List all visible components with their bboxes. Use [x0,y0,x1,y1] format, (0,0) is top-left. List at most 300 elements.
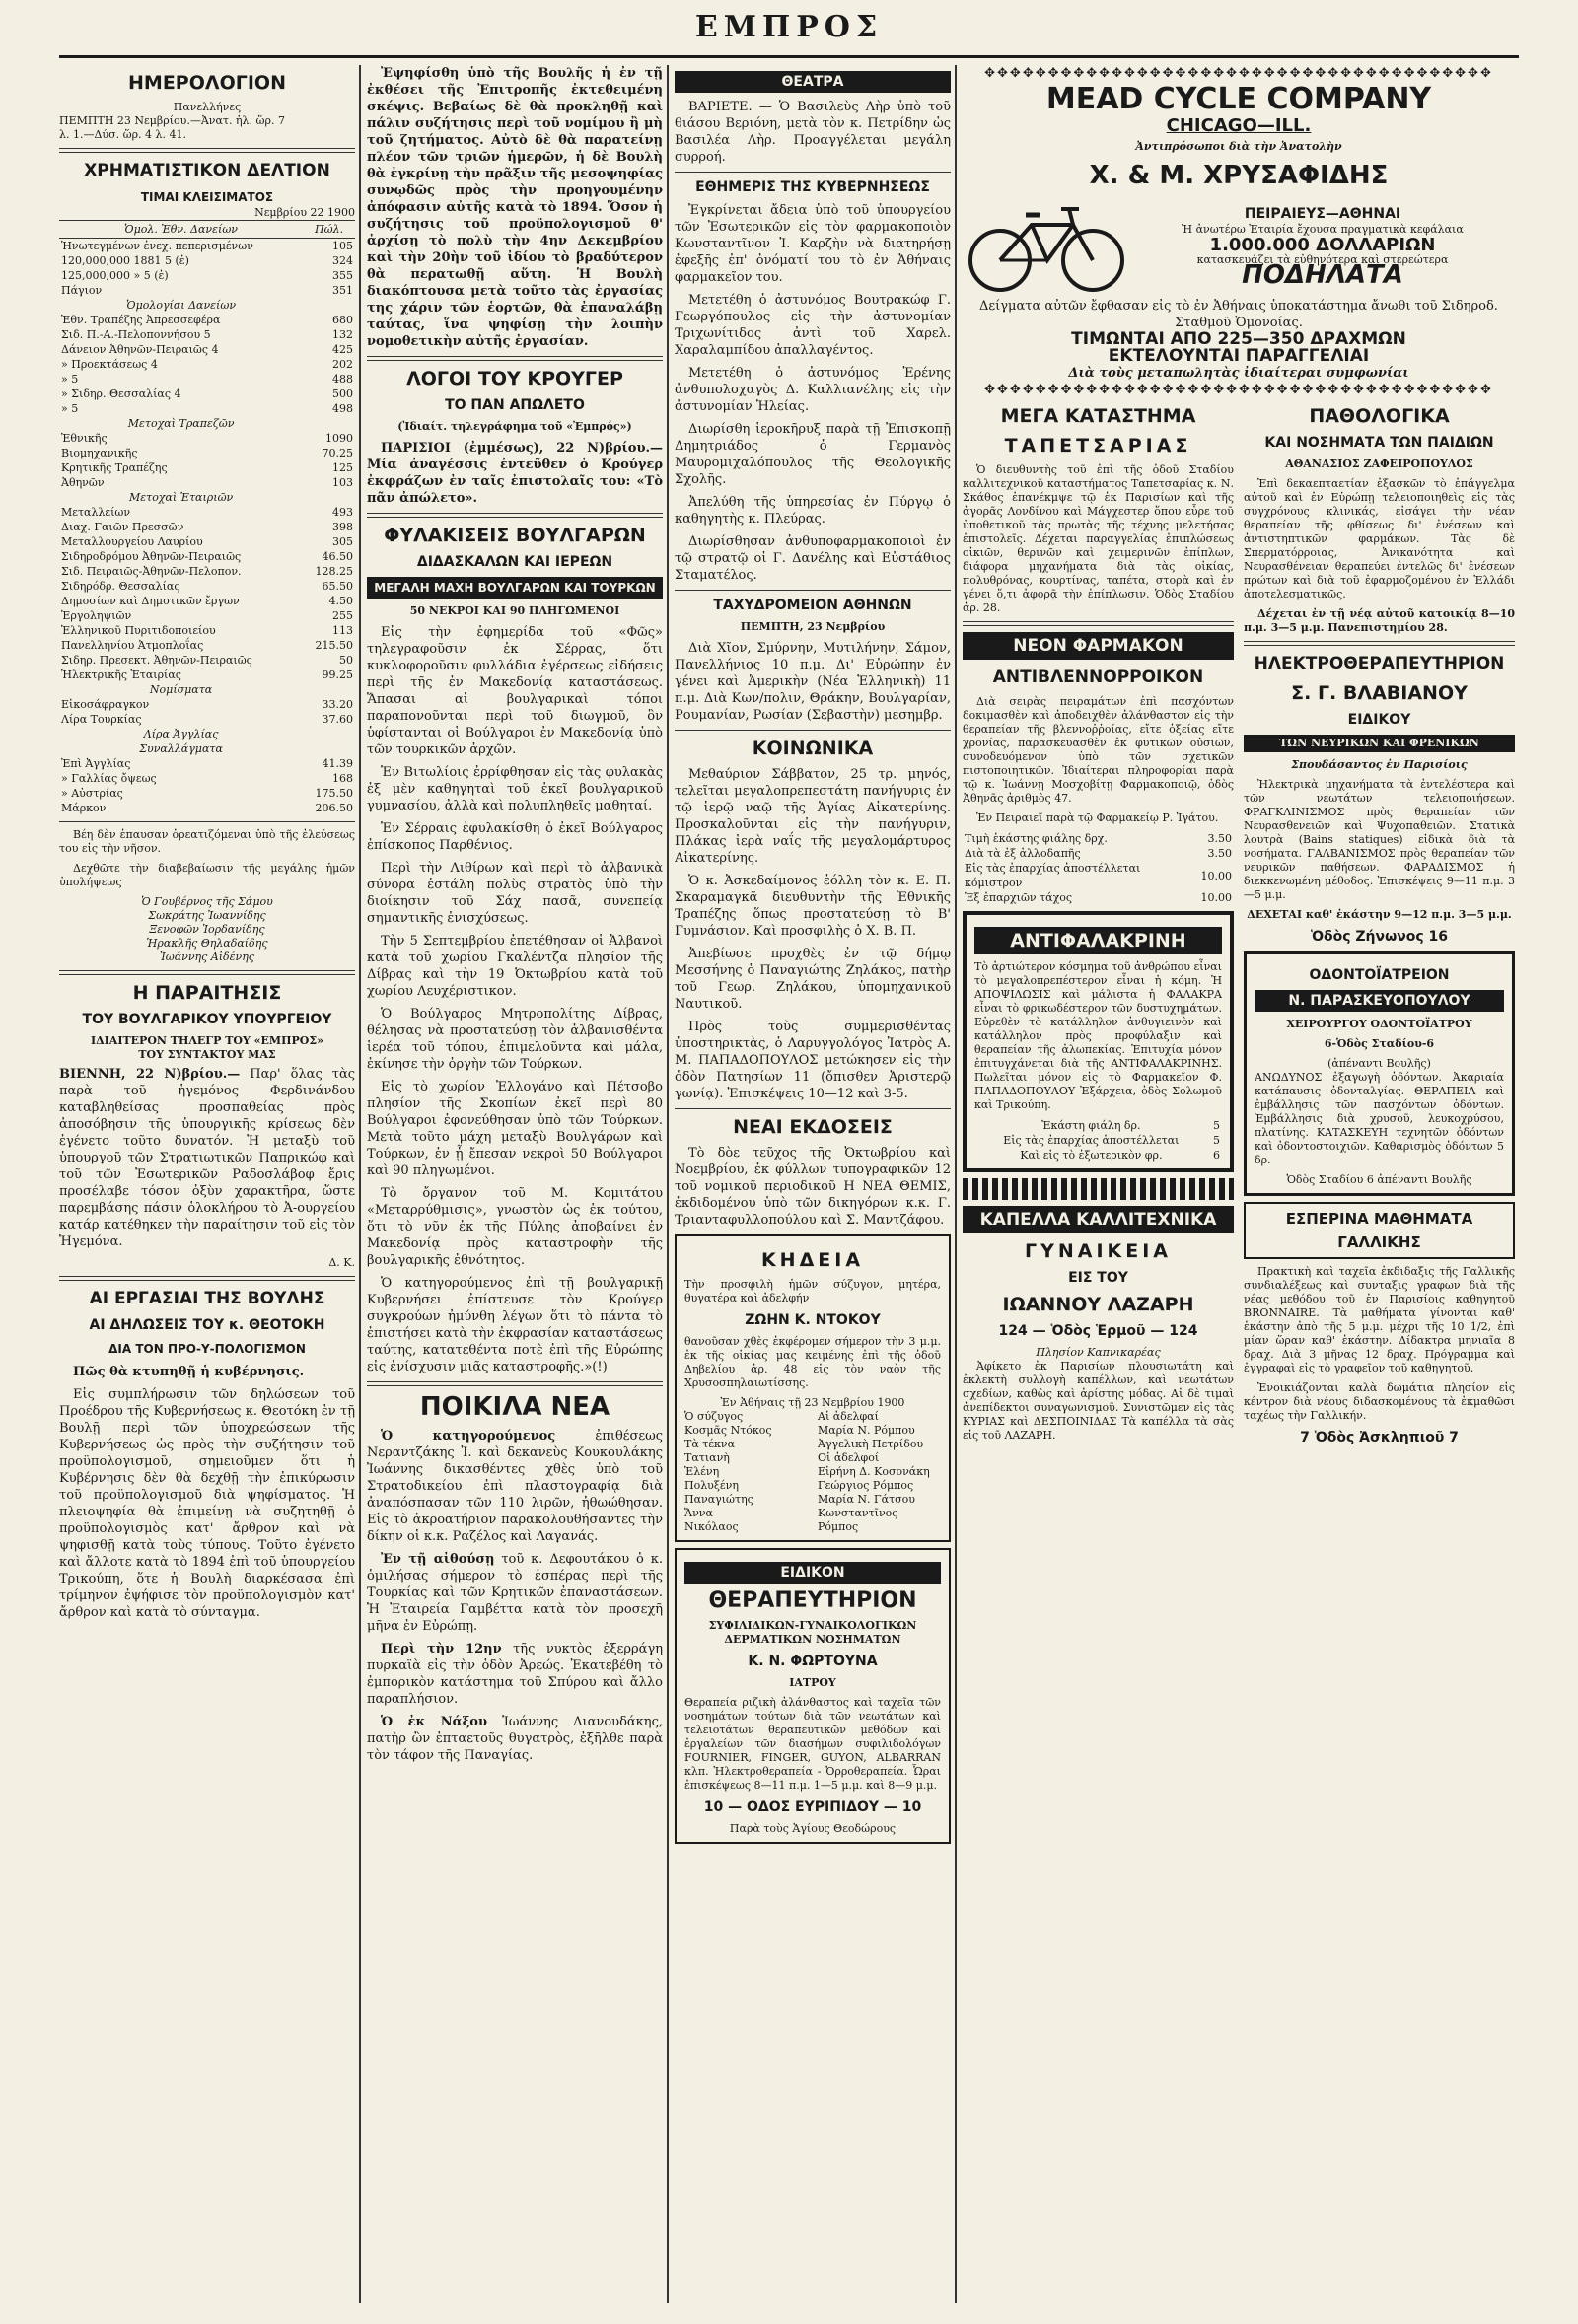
rates-label: Συναλλάγματα [139,742,223,755]
column-divider [955,65,957,2303]
calendar-line: Πανελλήνες [173,101,242,113]
pathology-title-2: ΚΑΙ ΝΟΣΗΜΑΤΑ ΤΩΝ ΠΑΙΔΙΩΝ [1264,435,1494,451]
rates-row [59,579,355,594]
rates-value: 425 [332,343,353,356]
kruger-title: ΛΟΓΟΙ ΤΟΥ ΚΡΟΥΓΕΡ [406,368,623,389]
ornament-border: ✥✥✥✥✥✥✥✥✥✥✥✥✥✥✥✥✥✥✥✥✥✥✥✥✥✥✥✥✥✥✥✥✥✥✥✥✥✥✥✥ [984,383,1493,397]
resign-dateline: ΒΙΕΝΝΗ, 22 Ν)βρίου.— [59,1067,241,1082]
price-value: 6 [1213,1149,1220,1162]
rates-row [59,253,355,268]
resign-sub-2: ΤΟΥ ΣΥΝΤΑΚΤΟΥ ΜΑΣ [138,1048,276,1061]
rates-table [59,220,355,815]
rates-value: 255 [332,609,353,622]
pharmacy-prices [963,831,1234,905]
mourner: Πολυξένη [684,1479,739,1492]
rates-value: 65.50 [322,580,353,593]
mead-title: MEAD CYCLE COMPANY [1045,82,1432,116]
ornament-border: ✥✥✥✥✥✥✥✥✥✥✥✥✥✥✥✥✥✥✥✥✥✥✥✥✥✥✥✥✥✥✥✥✥✥✥✥✥✥✥✥ [984,66,1493,81]
rates-header-price: Πώλ. [303,221,355,239]
resign-body: Παρ' ὅλας τὰς παρὰ τοῦ ἡγεμόνος Φερδινάνδου καταβληθείσας προσπαθείας πρὸς ἀποσόβησιν τῆς ὑπουργικῆς κρίσεως δὲν ἐγένετο τοῦτο δυνατόν. Ἡ μεταξὺ τοῦ ὑπουργοῦ τῶν Στρατιωτικῶν Παπρικώφ καὶ τοῦ τῶν Ἐσωτερικῶν Ραδοσλάβοφ ἔρις προσέλαβε τόσον ὀξὺν χαρακτῆρα, ὥστε παρεμβάσης πάσιν ὁλοκλήρου τὸ Ἀ-ουργείου κατάρ κατέθηκεν τὴν παραίτησιν τοῦ εἰς τὸν Ἡγεμόνα. [59,1067,355,1249]
rates-value: 70.25 [322,447,353,459]
rates-value: 37.60 [322,713,353,726]
column-divider [667,65,669,2303]
rates-row [59,342,355,357]
rates-row [59,327,355,342]
bicycle-icon [963,195,1130,294]
kruger-sub-2: (Ἰδιαίτ. τηλεγράφημα τοῦ «Ἐμπρός») [397,420,632,433]
mead-agent: Χ. & Μ. ΧΡΥΣΑΦΙΔΗΣ [1089,161,1389,190]
divider [675,730,951,731]
clinic-doctor: Κ. Ν. ΦΩΡΤΟΥΝΑ [748,1654,878,1669]
resign-signature: Δ. Κ. [328,1256,355,1269]
rates-section-row [59,416,355,431]
rates-value: 355 [332,269,353,282]
divider [59,821,355,822]
hats-shop: ΙΩΑΝΝΟΥ ΛΑΖΑΡΗ [1002,1294,1194,1315]
rates-value [303,416,355,431]
parliament-title: ΑΙ ΕΡΓΑΣΙΑΙ ΤΗΣ ΒΟΥΛΗΣ [89,1289,325,1308]
price-row [963,831,1234,846]
rates-label: » 5 [61,373,79,386]
rates-label: » Προεκτάσεως 4 [61,358,158,371]
resign-title: Η ΠΑΡΑΙΤΗΣΙΣ [132,982,282,1004]
mourner: Κοσμᾶς Ντόκος [684,1424,772,1437]
price-row [974,1118,1222,1133]
bulgar-title-4: 50 ΝΕΚΡΟΙ ΚΑΙ 90 ΠΛΗΓΩΜΕΝΟΙ [409,604,620,617]
rates-label: » 5 [61,402,79,415]
rates-value: 680 [332,314,353,326]
bulgar-title-2: ΔΙΔΑΣΚΑΛΩΝ ΚΑΙ ΙΕΡΕΩΝ [416,554,613,570]
funeral-body: θανοῦσαν χθὲς ἐκφέρομεν σήμερον τὴν 3 μ.μ. ἐκ τῆς οἰκίας μας κειμένης ἐπὶ τῆς ὁδοῦ Δηβελίου ἀρ. 48 εἰς τὸν ναὸν τῆς Χρυσοσπηλαιωτίσσης. [684,1335,941,1389]
gov-item: Διωρίσθησαν ἀνθυποφαρμακοποιοὶ ἐν τῷ στρατῷ οἱ Γ. Δανέλης καὶ Εὐστάθιος Σταματέλος. [675,534,951,583]
hats-title: ΚΑΠΕΛΛΑ ΚΑΛΛΙΤΕΧΝΙΚΑ [963,1206,1234,1233]
social-para: Ἀπεβίωσε προχθὲς ἐν τῷ δήμῳ Μεσσήνης ὁ Παναγιώτης Ζηλάκος, πατὴρ τοῦ Γεωρ. Ζηλάκου, ὑπομηχανικοῦ Ναυτικοῦ. [675,947,951,1012]
wallpaper-title: ΜΕΓΑ ΚΑΤΑΣΤΗΜΑ [1000,405,1196,427]
rates-label: Λίρα Ἀγγλίας [143,728,219,740]
column-1 [59,65,355,2303]
rates-row [59,756,355,771]
rates-value: 33.20 [322,698,353,711]
price-row [963,890,1234,905]
hats-title-2: ΓΥΝΑΙΚΕΙΑ [1024,1240,1173,1262]
mead-capital: 1.000.000 ΔΟΛΛΑΡΙΩΝ [1209,234,1436,255]
dentist-body: ΑΝΩΔΥΝΟΣ ἐξαγωγὴ ὀδόντων. Ἀκαριαία κατάπαυσις ὀδονταλγίας. ΘΕΡΑΠΕΙΑ καὶ ἐμβάλλησις τῶν πασχόντων ὀδόντων. Ἐμβάλλησις διὰ χρυσοῦ, λευκοχρύσου, πλατίνης. ΚΑΤΑΣΚΕΥΗ τεχνητῶν ὀδόντων καὶ ὀδοντοστοιχιῶν. Καθαρισμὸς ὀδόντων 5 δρ. [1255,1071,1504,1166]
rates-row [59,801,355,815]
mourners-left [684,1410,808,1534]
price-value: 5 [1213,1134,1220,1147]
rates-row [59,268,355,283]
rates-value: 1090 [325,432,353,445]
ornament-stripe [963,1178,1234,1200]
divider [367,513,663,518]
mourner: Τατιανὴ [684,1451,730,1464]
divider [1244,641,1515,646]
mead-samples: Δείγματα αὐτῶν ἔφθασαν εἰς τὸ ἐν Ἀθήναις ὑποκατάστημα ἄνωθι τοῦ Σιδηροδ. Σταθμοῦ Ὁμονοίας. [979,299,1498,330]
rates-label: » Αὐστρίας [61,787,123,800]
rates-label: Σιδ. Π.-Α.-Πελοποννήσου 5 [61,328,211,341]
antifalakrini-ad [963,911,1234,1172]
price-label: Εἰς τὰς ἐπαρχίας ἀποστέλλεται [1003,1134,1180,1147]
post-body: Διὰ Χῖον, Σμύρνην, Μυτιλήνην, Σάμον, Πανελλήνιος 10 π.μ. Δι' Εὐρώπην ἐν γένει καὶ Ἀμερικὴν (Νέα Ἑλληνικὴ) 11 π.μ. Διὰ Κων/πολιν, Θράκην, Βουλγαρίαν, Ρουμανίαν, Ρωσίαν (Σεβαστὴν) μεσημβρ. [675,641,951,723]
theatre-title: ΘΕΑΤΡΑ [675,71,951,93]
funeral-date: Ἐν Ἀθήναις τῇ 23 Νεμβρίου 1900 [720,1396,905,1409]
funeral-name: ΖΩΗΝ Κ. ΝΤΟΚΟΥ [745,1312,881,1328]
rates-value: 305 [332,535,353,548]
mead-capital-block [1130,205,1515,290]
clinic-address: 10 — ΟΔΟΣ ΕΥΡΙΠΙΔΟΥ — 10 [703,1799,922,1815]
rates-label: » Γαλλίας ὄψεως [61,772,157,785]
rates-row [59,460,355,475]
finance-date: Νεμβρίου 22 1900 [254,206,355,219]
gov-item: Μετετέθη ὁ ἀστυνόμος Ἐρένης ἀνθυπολοχαγὸς Δ. Καλλιανέλης εἰς τὴν ἀστυνομίαν Ἠλείας. [675,366,951,414]
rates-row [59,771,355,786]
rates-value: 125 [332,461,353,474]
clinic-role: ΙΑΤΡΟΥ [789,1676,836,1689]
dentist-title: ΟΔΟΝΤΟΪΑΤΡΕΙΟΝ [1309,967,1450,983]
mourner: Μαρία Ν. Ρόμπου [818,1424,915,1437]
rates-row [59,387,355,401]
calendar-line: ΠΕΜΠΤΗ 23 Νεμβρίου.—Ἀνατ. ἡλ. ὥρ. 7 [59,114,285,127]
mourner: Ἄννα [684,1507,713,1519]
rates-header-name: Ὁμολ. Ἐθν. Δανείων [59,221,303,239]
rates-label: Εἰκοσάφραγκον [61,698,150,711]
rates-value [303,490,355,505]
mead-capital-lead: Ἡ ἀνωτέρω Ἑταιρία ἔχουσα πραγματικὰ κεφάλαια [1182,222,1464,236]
price-value: 3.50 [1207,847,1232,860]
masthead [0,0,1578,61]
masthead-rule [59,55,1519,58]
rates-value [303,298,355,313]
french-address: 7 Ὁδὸς Ἀσκληπιοῦ 7 [1300,1430,1459,1445]
rates-row [59,623,355,638]
rates-label: Ἐργοληψιῶν [61,609,132,622]
rates-row [59,653,355,668]
funeral-notice [675,1234,951,1542]
rates-label: Ἠλεκτρικῆς Ἑταιρίας [61,669,181,681]
rates-value [303,682,355,697]
rates-value: 168 [332,772,353,785]
electro-extra: ΔΕΧΕΤΑΙ καθ' ἑκάστην 9—12 π.μ. 3—5 μ.μ. [1247,908,1512,921]
poikila-lead: Ἐν τῇ αἰθούσῃ [381,1552,495,1567]
electro-sub: ΤΩΝ ΝΕΥΡΙΚΩΝ ΚΑΙ ΦΡΕΝΙΚΩΝ [1244,735,1515,752]
rates-row [59,283,355,298]
gov-gazette-title: ΕΘΗΜΕΡΙΣ ΤΗΣ ΚΥΒΕΡΝΗΣΕΩΣ [695,179,930,195]
dentist-address-2: Ὁδὸς Σταδίου 6 ἀπέναντι Βουλῆς [1286,1173,1472,1186]
mourner: Τὰ τέκνα [684,1438,736,1450]
mead-make: κατασκευάζει τὰ εὐθηνότερα καὶ στερεώτερα [1196,252,1449,266]
price-row [974,1148,1222,1162]
parliament-body: Εἰς συμπλήρωσιν τῶν δηλώσεων τοῦ Προέδρου τῆς Κυβερνήσεως κ. Θεοτόκη ἐν τῇ Βουλῇ περὶ τῶν ὑποχρεώσεων τῆς Κυβερνήσεως ὡς πρὸς τὴν συζήτησιν τοῦ προϋπολογισμοῦ, σημειοῦμεν ὅτι ἡ Κυβέρνησις δὲν θὰ δεχθῇ τὴν ἐπικύρωσιν τοῦ προϋπολογισμοῦ διὰ ψηφίσματος. Ἡ πλειοψηφία θὰ ἐπιμείνῃ νὰ συζητηθῇ ὁ προϋπολογισμὸς κατ' ἄρθρον καὶ νὰ ψηφισθῇ κατὰ τοὺς τύπους. Τοῦτο ἐγένετο καὶ ἄλλοτε κατὰ τὸ 1894 ἐπὶ τοῦ ὑπουργείου Τρικούπη, ὅτε ἡ Βουλὴ διαρκέσασα ἐπὶ τρίμηνον ἐψήφισε τὸν προϋπολογισμὸν κατ' ἄρθρον καὶ κατὰ τὸ σύνταγμα. [59,1387,355,1620]
price-label: Καὶ εἰς τὸ ἐξωτερικὸν φρ. [1020,1149,1163,1162]
electro-body: Ἠλεκτρικὰ μηχανήματα τὰ ἐντελέστερα καὶ τῶν νεωτάτων τελειοποιήσεων. ΦΡΑΓΚΛΙΝΙΣΜΟΣ πρὸς θεραπείαν τῶν Νευρασθενειῶν καὶ Ψυχοπαθειῶν. Στατικὰ λουτρὰ (Bains statiques) εἰδικὰ διὰ τὰ νοσήματα. ΓΑΛΒΑΝΙΣΜΟΣ πρὸς θεραπείαν τῶν νευρικῶν παθήσεων. ΦΑΡΑΔΙΣΜΟΣ ἡ διεκκενωμένη μέθοδος. Ἐπισκέψεις 9—11 π.μ. 3—5 μ.μ. [1244,778,1515,901]
rates-body [59,239,355,816]
price-label: Ἑκάστη φιάλη δρ. [1041,1119,1141,1132]
column-divider [359,65,361,2303]
pharmacy-title-2: ΑΝΤΙΒΛΕΝΝΟΡΡΟΙΚΟΝ [992,668,1204,687]
price-value: 10.00 [1200,869,1232,882]
parliament-lead: Πῶς θὰ κτυπηθῇ ἡ κυβέρνησις. [73,1365,305,1379]
rates-label: 125,000,000 » 5 (ἐ) [61,269,169,282]
newspaper-title: ΕΜΠΡΟΣ [694,10,884,44]
rates-value: 202 [332,358,353,371]
divider [963,621,1234,626]
resign-title-2: ΤΟΥ ΒΟΥΛΓΑΡΙΚΟΥ ΥΠΟΥΡΓΕΙΟΥ [82,1012,332,1027]
mourner: Εἰρήνη Δ. Κοσονάκη [818,1465,930,1478]
rates-row [59,549,355,564]
french-body: Πρακτικὴ καὶ ταχεῖα ἐκδιδαξις τῆς Γαλλικῆς συνδιαλέξεως καὶ συνταξις γραφων διὰ τῆς νέας μεθόδου τοῦ ἐν Παρισίοις καθηγητοῦ BRONNAIRE. Τὰ μαθήματα γίνονται καθ' ἑκάστην ἀπὸ τῆς 5 μ.μ. μέχρι τῆς 10 1/2, ἐπὶ μίαν ὥραν καθ' ἑκάστην. Δίδακτρα μηνιαῖα 8 δραχ. Διὰ 3 μῆνας 12 δραχ. Πρόγραμμα καὶ ἐγγραφαὶ εἰς τὸ γραφεῖον τοῦ καθηγητοῦ. [1244,1265,1515,1374]
rates-value: 488 [332,373,353,386]
column-2 [367,65,663,2303]
mourners-right [818,1410,941,1534]
rates-row [59,697,355,712]
rates-row [59,357,355,372]
rates-label: Δημοσίων καὶ Δημοτικῶν ἔργων [61,595,240,607]
rates-row [59,712,355,727]
divider [367,1381,663,1386]
parliament-title-2: ΑΙ ΔΗΛΩΣΕΙΣ ΤΟΥ κ. ΘΕΟΤΟΚΗ [89,1317,325,1333]
rates-value: 175.50 [315,787,353,800]
rates-label: Δάνειον Ἀθηνῶν-Πειραιῶς 4 [61,343,219,356]
column-4 [963,65,1515,2303]
calendar-title: ΗΜΕΡΟΛΟΓΙΟΝ [128,72,286,94]
price-value: 5 [1213,1119,1220,1132]
pharmacy-piraeus: Ἐν Πειραιεῖ παρὰ τῷ Φαρμακείῳ Ρ. Ἰγάτου. [976,811,1219,824]
pathology-hours: Δέχεται ἐν τῇ νέᾳ αὐτοῦ κατοικίᾳ 8—10 π.μ. 3—5 μ.μ. Πανεπιστημίου 28. [1244,607,1515,634]
mourner: Κωνσταντῖνος Ρόμπος [818,1507,898,1533]
mourners [684,1410,941,1534]
post-date: ΠΕΜΠΤΗ, 23 Νεμβρίου [740,620,886,633]
clinic-ad [675,1548,951,1844]
rates-label: Σιδηρ. Πρεσεκτ. Ἀθηνῶν-Πειραιῶς [61,654,252,667]
mead-terms: Διὰ τοὺς μεταπωλητὰς ἰδιαίτεραι συμφωνίαι [1068,366,1409,381]
poikila-para: ἐπιθέσεως Νεραντζάκης Ἰ. καὶ δεκανεὺς Κουκουλάκης Ἰωάννης δικασθέντες χθὲς ὑπὸ τοῦ Στρατοδικείου ἐπὶ πλαστογραφίᾳ διὰ ἀναπόσπασαν τῶν 110 λιρῶν, ἠθωώθησαν. Εἰς τὸ ἀκροατήριον παρακολουθήσαντες τὴν δίκην οἱ κ.κ. Ραζέλος καὶ Λαγανάς. [367,1429,663,1544]
divider [59,148,355,153]
poikila-para: τοῦ κ. Δεφουτάκου ὁ κ. ὁμιλήσας σήμερον τὸ ἑσπέρας περὶ τῆς Τουρκίας καὶ τῶν Κρητικῶν ἐπαναστάσεων. Ἡ Ἐταιρεία Γαμβέττα κατὰ τὸν προσεχῆ μῆνα ἐν Εὐρώπῃ. [367,1552,663,1634]
bulgar-title: ΦΥΛΑΚΙΣΕΙΣ ΒΟΥΛΓΑΡΩΝ [384,525,646,546]
funeral-lead: Τὴν προσφιλὴ ἡμῶν σύζυγον, μητέρα, θυγατέρα καὶ ἀδελφήν [684,1278,941,1304]
gov-item: Ἀπελύθη τῆς ὑπηρεσίας ἐν Πύργῳ ὁ καθηγητὴς κ. Πλεύρας. [675,495,951,527]
hats-near: Πλησίον Καπνικαρέας [1036,1346,1161,1359]
rates-label: Διαχ. Γαιῶν Πρεσσῶν [61,521,184,533]
rates-row [59,608,355,623]
dentist-near: (ἀπέναντι Βουλῆς) [1327,1057,1431,1070]
divider [367,356,663,361]
bulgar-para: Τὴν 5 Σεπτεμβρίου ἐπετέθησαν οἱ Ἀλβανοὶ κατὰ τοῦ χωρίου Γκαλέντζα πλησίον τῆς Δίβρας καὶ τὴν 19 Ὀκτωβρίου κατὰ τοῦ χωρίου Λευχέριστικον. [367,934,663,999]
rates-label: Λίρα Τουρκίας [61,713,142,726]
mead-place: ΠΕΙΡΑΙΕΥΣ—ΑΘΗΝΑΙ [1244,205,1401,222]
mourner: Παναγιώτης [684,1493,753,1506]
rates-value [303,727,355,741]
electro-title-3: ΕΙΔΙΚΟΥ [1347,712,1411,728]
rates-row [59,401,355,416]
rates-row [59,638,355,653]
poikila-lead: Ὁ ἐκ Νάξου [381,1715,487,1729]
ads-row [963,398,1515,1452]
mead-agent-lead: Ἀντιπρόσωποι διὰ τὴν Ἀνατολὴν [1135,140,1342,153]
poikila-lead: Περὶ τὴν 12ην [381,1642,502,1656]
gov-item: Μετετέθη ὁ ἀστυνόμος Βουτρακώφ Γ. Γεωργόπουλος εἰς τὴν ἀστυνομίαν Τριχωνίτιδος ἀντὶ τοῦ Χαρελ. Χαραλαμπίδου ἀπαλλαγέντος. [675,293,951,358]
pharmacy-body: Διὰ σειρὰς πειραμάτων ἐπὶ πασχόντων δοκιμασθὲν καὶ ἀποδειχθὲν ἀλάνθαστον εἰς τὴν θεραπείαν τῆς βλεννοῤῥοίας, εἴτε ὀξείας εἴτε χρονίας, παρασκευασθὲν ἐκ φυτικῶν οὐσιῶν, συνοδευόμενον ὑπὸ τῶν σχετικῶν πιστοποιητικῶν. Ἰδιαίτεραι πληροφορίαι παρὰ τῷ κ. Ἰωάννῃ Μοσχοβίτῃ Φαρμακοποιῷ, ὁδὸς Ἀθηνᾶς ἀριθμὸς 47. [963,695,1234,805]
divider [59,970,355,975]
rates-label: » Σιδηρ. Θεσσαλίας 4 [61,387,181,400]
rates-header [59,221,355,239]
rates-label: 120,000,000 1881 5 (ἐ) [61,254,189,267]
post-title: ΤΑΧΥΔΡΟΜΕΙΟΝ ΑΘΗΝΩΝ [713,598,912,613]
rates-label: Μετοχαὶ Ἑταιριῶν [128,491,234,504]
rates-value: 398 [332,521,353,533]
french-rent: Ἐνοικιάζονται καλὰ δωμάτια πλησίον εἰς κέντρον διὰ νέους διδασκομένους τὰ ἑκμαθῶσι ταχέως τὴν Γαλλικήν. [1244,1381,1515,1422]
signer: Ξενοφῶν Ἰορδανίδης [149,923,265,936]
hats-shop-lead: ΕΙΣ ΤΟΥ [1068,1270,1128,1286]
rates-row [59,313,355,327]
ads-right-column [1244,398,1515,1452]
antifalakrini-prices [974,1118,1222,1162]
rates-label: Σιδηρόδρ. Θεσσαλίας [61,580,180,593]
signer: Σωκράτης Ἰωαννίδης [148,909,266,922]
price-row [963,861,1234,890]
rates-label: Πανελληνίου Ἀτμοπλοΐας [61,639,204,652]
price-value: 3.50 [1207,832,1232,845]
rates-section-row [59,741,355,756]
social-title: ΚΟΙΝΩΝΙΚΑ [752,738,874,759]
pathology-body: Ἐπὶ δεκαεπταετίαν ἐξασκῶν τὸ ἐπάγγελμα αὐτοῦ καὶ ἐν Εὐρώπῃ τελειοποιηθεὶς εἰς τὰς συγχρόνους κλινικάς, εἰσάγει τὴν νέαν θεραπείαν τῆς φθίσεως δι' ἐνέσεων καὶ ἀντιστηπτικῶν φαρμάκων. Τὰς δὲ Σπερματόρροιας, Ἀνικανότητα καὶ Νευρασθένειαν θεραπεύει ἐντελῶς δι' ἐνέσεων πρώτων καὶ διὰ τοῦ ἐφαρμοζομένου ἐν Ἑλλάδι ἀποτελεσματικῶς. [1244,477,1515,600]
clinic-title-2: ΘΕΡΑΠΕΥΤΗΡΙΟΝ [708,1588,917,1613]
rates-label: Μεταλλείων [61,506,131,519]
price-row [974,1133,1222,1148]
clinic-address-2: Παρὰ τοὺς Ἁγίους Θεοδώρους [729,1822,897,1835]
rates-row [59,520,355,534]
social-para: Ὁ κ. Ἀσκεδαίμονος ἐόλλη τὸν κ. Ε. Π. Σκαραμαγκᾶ διευθυντὴν τῆς Ἐθνικῆς Τραπέζης ὅπως προστατεύσῃ τὸ Β' Γυμνάσιον. Καὶ προσφιλὴς ὁ Χ. Β. Π. [675,874,951,939]
mourner: Ἀγγελικὴ Πετρίδου [818,1438,924,1450]
rates-value: 50 [339,654,353,667]
rates-label: Νομίσματα [149,683,213,696]
divider [59,1276,355,1281]
signer: Ὁ Γουβέρνος τῆς Σάμου [141,895,273,908]
rates-label: Κρητικῆς Τραπέζης [61,461,168,474]
mourner: Ὁ σύζυγος [684,1410,744,1423]
mourner: Γεώργιος Ρόμπος [818,1479,914,1492]
antifalakrini-body: Τὸ ἀρτιώτερον κόσμημα τοῦ ἀνθρώπου εἶναι τὸ μεγαλοπρεπέστερον εἶναι ἡ κόμη. Ἡ ΑΠΟΨΙΛΩΣΙΣ καὶ μάλιστα ἡ ΦΑΛΑΚΡΑ εἶναι τὸ φρικωδέστερον τῶν δυστυχημάτων. Εὑρεθὲν τὸ κατάλληλον ἀνθυγιεινὸν καὶ κατάλληλον πρὸς προφύλαξιν καὶ θεραπείαν τῆς ἀλωπεκίας. Ἐπιτυχία μόνον ἐπιτυγχάνεται διὰ τῆς ΑΝΤΙΦΑΛΑΚΡΙΝΗΣ. Πωλεῖται μόνον εἰς τὸ Φαρμακεῖον Φ. ΠΑΠΑΔΟΠΟΥΛΟΥ Ἐξάρχεια, ὁδὸς Σολωμοῦ καὶ Τρικούπη. [974,960,1222,1111]
dentist-address: 6-Ὁδὸς Σταδίου-6 [1324,1037,1435,1050]
rates-label: Ἡνωτεγμένων ἐνεχ. πεπερισμένων [61,240,253,252]
rates-label: Ἑλληνικοῦ Πυριτιδοποιείου [61,624,216,637]
rates-label: Πάγιον [61,284,103,297]
rates-label: Ἐπὶ Ἀγγλίας [61,757,131,770]
clinic-title: ΕΙΔΙΚΟΝ [684,1562,941,1584]
poikila-title: ΠΟΙΚΙΛΑ ΝΕΑ [419,1392,610,1422]
signer: Ἡρακλῆς Θηλαδαίδης [146,937,268,950]
rates-row [59,668,355,682]
bulgar-para: Ἐν Σέρραις ἐφυλακίσθη ὁ ἐκεῖ Βούλγαρος ἐπίσκοπος Παρθένιος. [367,821,663,853]
calendar-line: λ. 1.—Δύσ. ὥρ. 4 λ. 41. [59,128,186,141]
rates-value: 215.50 [315,639,353,652]
rates-value: 46.50 [322,550,353,563]
mourner: Νικόλαος [684,1520,739,1533]
rates-value: 128.25 [315,565,353,578]
continuation-text: Ἐψηφίσθη ὑπὸ τῆς Βουλῆς ἡ ἐν τῇ ἐκθέσει τῆς Ἐπιτροπῆς ἐκτεθειμένη σκέψις. Βεβαίως δὲ θὰ προκληθῇ καὶ πάλιν συζήτησις περὶ τοῦ νομίμου ἢ μὴ τοῦ ζητήματος. Αὐτὸ δὲ θὰ παρατείνῃ πλέον τῶν τριῶν ἡμερῶν, ἡ δὲ Βουλὴ θὰ ἐγκρίνῃ τὴν πρᾶξιν τῆς μεσοψηφίας συνῳδῶς πρὸς τὴν προηγουμένην ἀπόφασιν αὐτῆς κατὰ τὸ 1894. Ὅσον ἡ συζήτησις τοῦ προϋπολογισμοῦ θ' ἀρχίσῃ τὸ πολὺ τὴν 4ην Δεκεμβρίου καὶ τὴν 20ὴν τοῦ ἰδίου τὸ βραδύτερον θὰ περατωθῇ αὕτη. Ἡ Βουλὴ διακόπτουσα μετὰ τοῦτο τὰς ἐργασίας της χάριν τῶν ἑορτῶν, θὰ ἐπαναλάβῃ ταύτας, ἵνα ψηφίσῃ τὴν λοιπὴν νομοθετικὴν αὐτῆς ἐργασίαν. [367,66,663,349]
electro-title: ΗΛΕΚΤΡΟΘΕΡΑΠΕΥΤΗΡΙΟΝ [1254,654,1505,673]
rates-value: 324 [332,254,353,267]
rates-row [59,564,355,579]
resign-sub: ΙΔΙΑΙΤΕΡΟΝ ΤΗΛΕΓΡ ΤΟΥ «ΕΜΠΡΟΣ» [90,1034,323,1047]
rates-value: 105 [332,240,353,252]
ads-left-column [963,398,1234,1452]
wallpaper-body: Ὁ διευθυντὴς τοῦ ἐπὶ τῆς ὁδοῦ Σταδίου καλλιτεχνικοῦ καταστήματος Ταπετσαρίας κ. Ν. Σκάθος ἐπανέκμψε τῷ ἐκ Παρισίων καὶ τῆς ἀγορᾶς Λονδίνου καὶ Μάγχεστερ ὅπου εὗρε τοῦ ὑποθετικοῦ τὰς πρωτὰς τῆς τέχνης μελετήσας ἐπιστολεῖς. Δέχεται παραγγελίας ἐπιπλώσεως οἰκιῶν, θερινῶν καὶ χειμερινῶν ἐπίπλων, διάφορα μηχανήματα διὰ τὰς οἰκίας, πολυθρόνας, κουρτίνας, ταπέτα, στορὰ καὶ ἐν γένει ὅ,τι ἀφορᾷ τὴν ἐπίπλωσιν. Ὁδὸς Σταδίου ἀρ. 28. [963,463,1234,614]
rates-label: Ἀθηνῶν [61,476,105,489]
clinic-body: Θεραπεία ριζικὴ ἀλάνθαστος καὶ ταχεῖα τῶν νοσημάτων τούτων διὰ τῶν νεωτάτων καὶ τελειοτάτων θεραπευτικῶν μεθόδων καὶ ἐργαλείων τῶν διασήμων συφιλιδολόγων FOURNIER, FINGER, GUYON, ALBARRAN κλπ. Ἠλεκτροθεραπεία - Ὀρροθεραπεία. Ὧραι ἐπισκέψεως 8—11 π.μ. 1—5 μ.μ. καὶ 8—9 μ.μ. [684,1696,941,1792]
signers [59,895,355,964]
pathology-doctor: ΑΘΑΝΑΣΙΟΣ ΖΑΦΕΙΡΟΠΟΥΛΟΣ [1285,458,1473,470]
rates-row [59,446,355,460]
samos-note: Βέη δὲν ἐπαυσαν ὀρεατιζόμεναι ὑπὸ τῆς ἐλεύσεως του εἰς τὴν νῆσον. [59,828,355,855]
rates-row [59,505,355,520]
mead-orders: ΕΚΤΕΛΟΥΝΤΑΙ ΠΑΡΑΓΓΕΛΙΑΙ [1108,346,1370,366]
rates-value: 500 [332,387,353,400]
rates-row [59,239,355,254]
pathology-title: ΠΑΘΟΛΟΓΙΚΑ [1309,405,1450,427]
kruger-dateline: ΠΑΡΙΣΙΟΙ (ἐμμέσως), 22 Ν)βρίου.— [381,441,663,456]
divider [675,172,951,173]
electro-sub-2: Σπουδάσαντος ἐν Παρισίοις [1291,758,1468,771]
antifalakrini-title: ΑΝΤΙΦΑΛΑΚΡΙΝΗ [974,927,1222,954]
rates-label: Σιδ. Πειραιῶς-Ἀθηνῶν-Πελοπον. [61,565,242,578]
rates-label: Μεταλλουργείου Λαυρίου [61,535,203,548]
rates-row [59,534,355,549]
poikila-para: Ἰωάννης Λιανουδάκης, πατὴρ ὢν ἐπταετοῦς θυγατρὸς, ἐξῆλθε παρὰ τὸν τάφον τῆς Παναγίας. [367,1715,663,1763]
bulgar-para: Ὁ Βούλγαρος Μητροπολίτης Δίβρας, θέλησας νὰ προστατεύσῃ τὸν ἀλβανισθέντα ἱερέα τοῦ τόπου, ἐπιμελοῦντα καὶ μάλα, ἐκίνησε τὴν ὀργὴν τῶν Τούρκων. [367,1007,663,1072]
rates-label: Μάρκον [61,802,107,814]
clinic-sub: ΣΥΦΙΛΙΔΙΚΩΝ-ΓΥΝΑΙΚΟΛΟΓΙΚΩΝ ΔΕΡΜΑΤΙΚΩΝ ΝΟΣΗΜΑΤΩΝ [708,1619,917,1646]
rates-value: 351 [332,284,353,297]
mourner: Αἱ ἀδελφαί [818,1410,879,1423]
rates-label: Ὁμολογίαι Δανείων [126,299,237,312]
poikila-lead: Ὁ κατηγορούμενος [381,1429,556,1444]
divider [675,590,951,591]
price-label: Εἰς τὰς ἐπαρχίας ἀποστέλλεται κόμιστρον [965,862,1141,889]
rates-value: 99.25 [322,669,353,681]
mead-product: ΠΟΔΗΛΑΤΑ [1242,259,1403,290]
price-label: Τιμὴ ἑκάστης φιάλης δρχ. [965,832,1108,845]
price-label: Διὰ τὰ ἐξ ἀλλοδαπῆς [965,847,1081,860]
rates-value: 4.50 [328,595,353,607]
finance-subtitle: ΤΙΜΑΙ ΚΛΕΙΣΙΜΑΤΟΣ [140,190,274,204]
electro-title-2: Σ. Γ. ΒΛΑΒΙΑΝΟΥ [1291,682,1468,704]
dentist-role: ΧΕΙΡΟΥΡΓΟΥ ΟΔΟΝΤΟΪΑΤΡΟΥ [1286,1018,1472,1030]
electro-address: Ὁδὸς Ζήνωνος 16 [1310,929,1449,945]
rates-label: Μετοχαὶ Τραπεζῶν [127,417,235,430]
rates-value: 103 [332,476,353,489]
divider [675,1108,951,1109]
hats-address: 124 — Ὁδὸς Ἑρμοῦ — 124 [998,1323,1198,1339]
social-para: Πρὸς τοὺς συμμερισθέντας ὑποστηρικτὰς, ὁ Λαρυγγολόγος Ἰατρὸς Α. Μ. ΠΑΠΑΔΟΠΟΥΛΟΣ μετώκησεν εἰς τὴν ὁδὸν Πατησίων 11 (ὄπισθεν Ἀριστερῷ γωνίᾳ). Ἐπισκέψεις 10—12 καὶ 3-5. [675,1020,951,1101]
rates-value [303,741,355,756]
rates-section-row [59,682,355,697]
signer: Ἰωάννης Αἰδένης [160,951,254,963]
mourner: Μαρία Ν. Γάτσου [818,1493,915,1506]
gov-item: Διωρίσθη ἱεροκῆρυξ παρὰ τῇ Ἐπισκοπῇ Δημητριάδος ὁ Γερμανὸς Μαυρομιχαλόπουλος τῆς Θεολογικῆς Σχολῆς. [675,422,951,487]
bulgar-para: Ἐν Βιτωλίοις ἐρρίφθησαν εἰς τὰς φυλακὰς ἐξ μὲν καθηγηταὶ τοῦ ἐκεῖ βουλγαρικοῦ γυμνασίου, ἀλλὰ καὶ πολυπληθεῖς μαθηταί. [367,765,663,813]
bulgar-para: Εἰς τὸ χωρίον Ἐλλογάνο καὶ Πέτσοβο πλησίον τῆς Σκοπίων ἐκεῖ περὶ 80 Βούλγαροι ἐφονεύθησαν ὑπὸ τῶν Τούρκων. Μετὰ τοῦτο μάχη μεταξὺ Βουλγάρων καὶ Τούρκων, ἐν ᾗ ἔπεσαν νεκροὶ 50 Βούλγαροι καὶ 90 πληγωμένοι. [367,1080,663,1178]
rates-value: 41.39 [322,757,353,770]
rates-row [59,786,355,801]
rates-row [59,475,355,490]
rates-section-row [59,490,355,505]
price-value: 10.00 [1200,891,1232,904]
dentist-ad [1244,951,1515,1196]
kruger-body: Μία ἀναγέσσις ἐντεῦθεν ὁ Κρούγερ ἐκφράζων ἐν ταῖς ἐπιστολαῖς του: «Τὸ πᾶν ἀπώλετο». [367,458,663,506]
mead-bike-row [963,191,1515,298]
rates-label: Ἐθν. Τραπέζης Ἀπρεσσεφέρα [61,314,221,326]
